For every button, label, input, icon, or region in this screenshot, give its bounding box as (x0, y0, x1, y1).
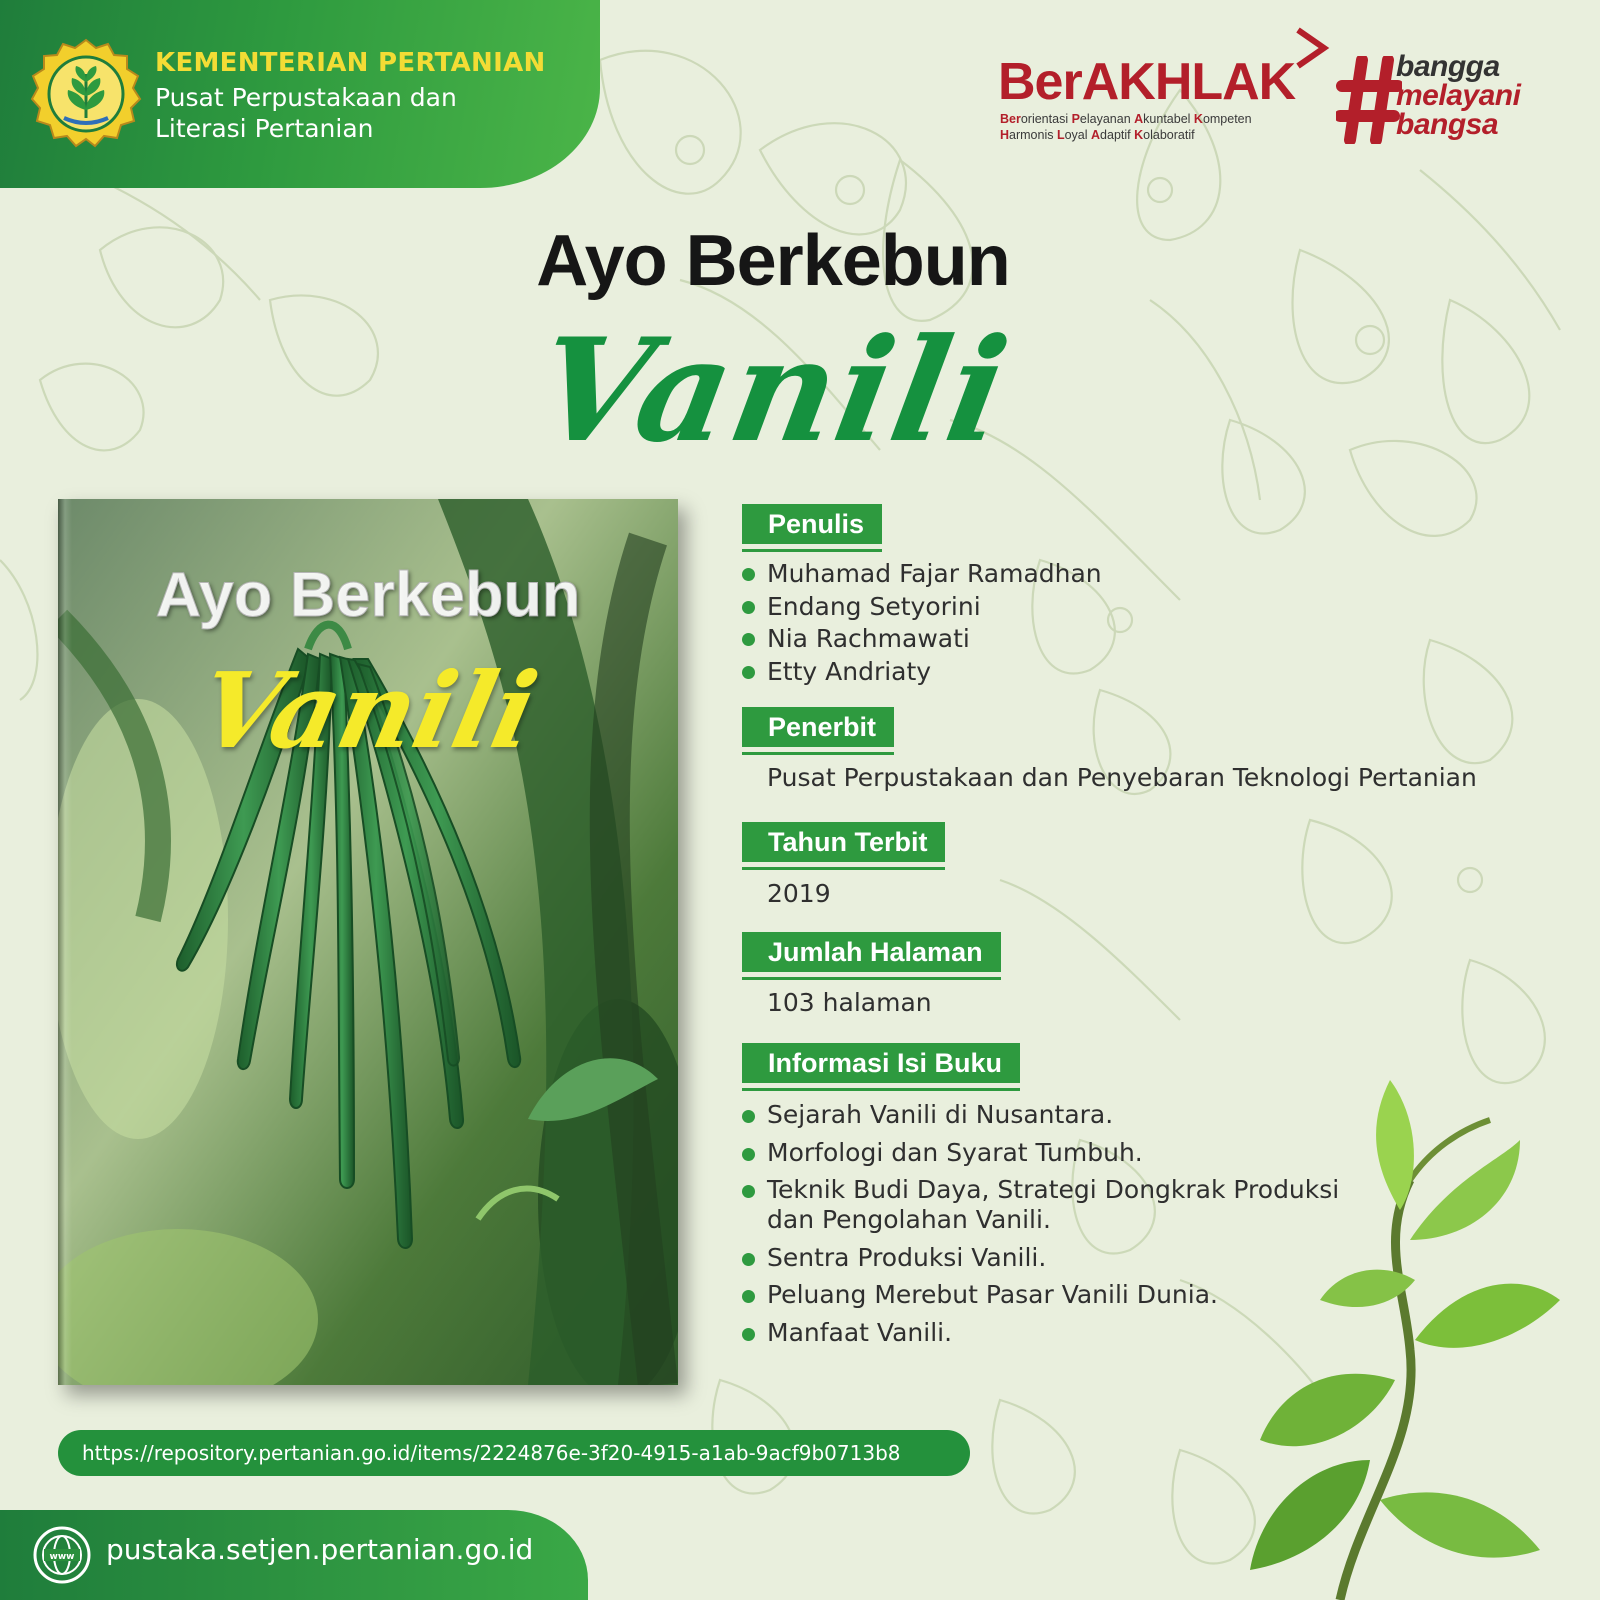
label-jumlah-halaman: Jumlah Halaman (742, 932, 1001, 972)
bullet-dot-icon (742, 1110, 755, 1123)
bullet-dot-icon (742, 1185, 755, 1198)
ministry-unit-line-2: Literasi Pertanian (155, 114, 374, 143)
page-script-title: Vanili (525, 308, 1021, 474)
ministry-of-agriculture-emblem-icon (30, 38, 142, 150)
label-tahun-terbit: Tahun Terbit (742, 822, 945, 862)
list-item: Teknik Budi Daya, Strategi Dongkrak Produksi dan Pengolahan Vanili. (742, 1175, 1339, 1235)
berakhlak-tagline-line-2: Harmonis Loyal Adaptif Kolaboratif (1000, 128, 1195, 142)
list-item: Endang Setyorini (742, 591, 1102, 624)
berakhlak-tagline-line-1: Berorientasi Pelayanan Akuntabel Kompeten (1000, 112, 1252, 126)
hashtag-line-2: melayani (1396, 79, 1521, 112)
hashtag-icon (1336, 56, 1402, 144)
bullet-dot-icon (742, 1148, 755, 1161)
author-list (742, 558, 1102, 688)
book-cover-title: Ayo Berkebun (155, 560, 581, 630)
bangga-melayani-bangsa (1396, 52, 1520, 139)
globe-www-icon (32, 1525, 92, 1585)
vanilla-plant-illustration (1220, 1080, 1600, 1600)
list-item: Manfaat Vanili. (742, 1318, 1339, 1348)
label-penulis: Penulis (742, 504, 882, 544)
bullet-dot-icon (742, 633, 755, 646)
book-spine-shading (58, 499, 72, 1385)
page-title: Ayo Berkebun (536, 221, 1010, 301)
page-count-value: 103 halaman (767, 988, 932, 1017)
book-cover-photo (58, 499, 678, 1385)
ministry-unit (155, 82, 515, 144)
book-cover (58, 499, 678, 1385)
berakhlak-tagline (1000, 111, 1252, 143)
hashtag-line-3: bangsa (1396, 108, 1499, 141)
list-item: Nia Rachmawati (742, 623, 1102, 656)
list-item: Sentra Produksi Vanili. (742, 1243, 1339, 1273)
website-link[interactable]: pustaka.setjen.pertanian.go.id (106, 1533, 534, 1566)
label-penerbit: Penerbit (742, 707, 894, 747)
berakhlak-logo-text: BerAKHLAK (998, 53, 1296, 111)
label-informasi-isi-buku: Informasi Isi Buku (742, 1043, 1020, 1083)
year-value: 2019 (767, 879, 831, 908)
repository-link[interactable]: https://repository.pertanian.go.id/items/2224876e-3f20-4915-a1ab-9acf9b0713b8 (58, 1430, 970, 1476)
list-item: Muhamad Fajar Ramadhan (742, 558, 1102, 591)
book-cover-subtitle: Vanili (188, 649, 548, 772)
publisher-value: Pusat Perpustakaan dan Penyebaran Teknologi Pertanian (767, 763, 1477, 792)
list-item: Peluang Merebut Pasar Vanili Dunia. (742, 1280, 1339, 1310)
chevron-right-icon (1294, 26, 1330, 70)
list-item: Sejarah Vanili di Nusantara. (742, 1100, 1339, 1130)
bullet-dot-icon (742, 1328, 755, 1341)
bullet-dot-icon (742, 568, 755, 581)
svg-text:www: www (49, 1552, 75, 1562)
list-item: Morfologi dan Syarat Tumbuh. (742, 1138, 1339, 1168)
bullet-dot-icon (742, 666, 755, 679)
hashtag-line-1: bangga (1396, 50, 1500, 83)
bullet-dot-icon (742, 1253, 755, 1266)
bullet-dot-icon (742, 1290, 755, 1303)
ministry-unit-line-1: Pusat Perpustakaan dan (155, 83, 457, 112)
ministry-name: KEMENTERIAN PERTANIAN (155, 48, 546, 78)
bullet-dot-icon (742, 601, 755, 614)
list-item: Etty Andriaty (742, 656, 1102, 689)
